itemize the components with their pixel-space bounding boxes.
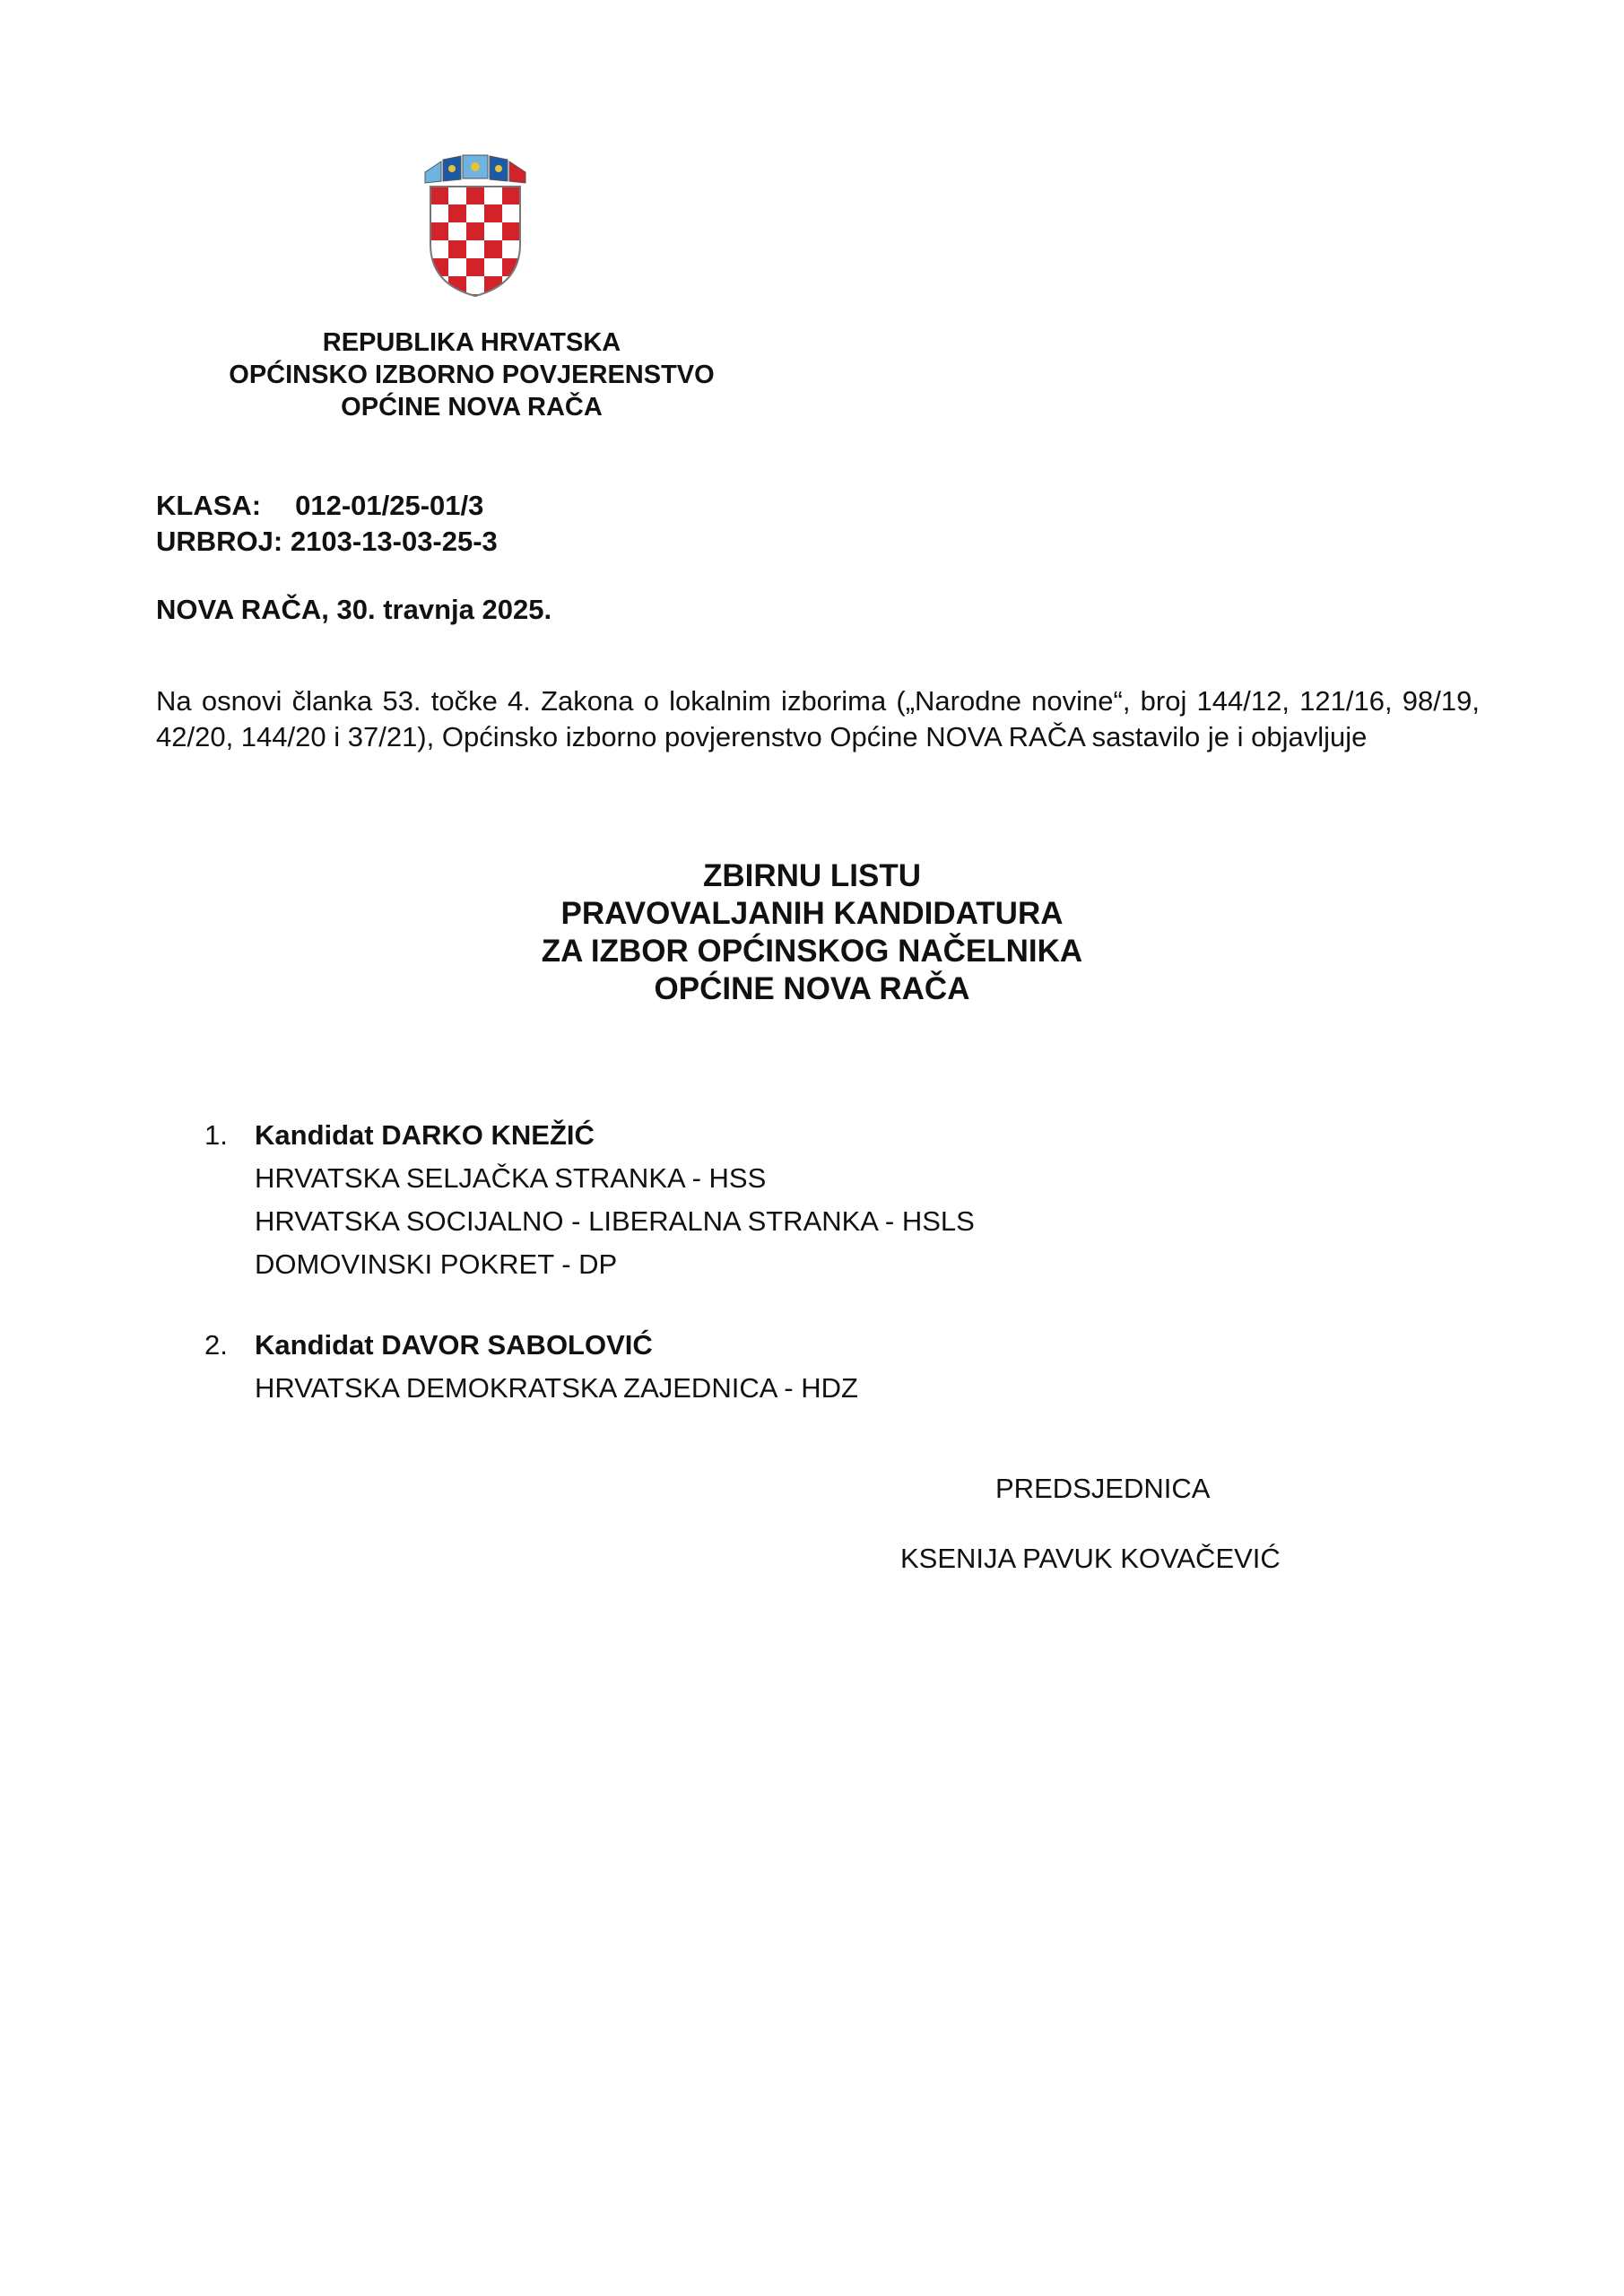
place-date-line [156, 592, 551, 628]
doc-title-line2: PRAVOVALJANIH KANDIDATURA [560, 896, 1064, 931]
urbroj-label: URBROJ: [156, 526, 283, 557]
shield-square [502, 222, 520, 240]
shield-square [484, 204, 502, 222]
shield-square [448, 187, 466, 204]
date: , 30. travnja 2025. [321, 594, 552, 625]
klasa-line [156, 488, 483, 524]
urbroj-value: 2103-13-03-25-3 [290, 526, 498, 557]
signature-title: PREDSJEDNICA [995, 1473, 1211, 1504]
header-commission: OPĆINSKO IZBORNO POVJERENSTVO [229, 361, 715, 389]
shield-square [502, 294, 520, 298]
candidate-party: DOMOVINSKI POKRET - DP [255, 1248, 618, 1280]
shield-square [502, 240, 520, 258]
signature-name: KSENIJA PAVUK KOVAČEVIĆ [900, 1543, 1281, 1574]
shield-square [484, 240, 502, 258]
shield-square [448, 294, 466, 298]
candidate-party: HRVATSKA DEMOKRATSKA ZAJEDNICA - HDZ [255, 1372, 858, 1404]
shield-square [466, 258, 484, 276]
place: NOVA RAČA [156, 594, 322, 625]
shield-square [484, 258, 502, 276]
klasa-label: KLASA: [156, 490, 262, 521]
doc-title-line4: OPĆINE NOVA RAČA [654, 971, 970, 1006]
shield-square [430, 204, 448, 222]
shield-square [466, 222, 484, 240]
shield-square [484, 187, 502, 204]
shield-square [466, 187, 484, 204]
candidate-name: Kandidat DARKO KNEŽIĆ [255, 1119, 595, 1151]
candidate-name: Kandidat DAVOR SABOLOVIĆ [255, 1329, 653, 1361]
shield-square [430, 187, 448, 204]
header-municipality: OPĆINE NOVA RAČA [341, 393, 603, 422]
shield-square [430, 294, 448, 298]
checkerboard-shield [430, 187, 520, 298]
shield-square [430, 240, 448, 258]
intro-paragraph: Na osnovi članka 53. točke 4. Zakona o lokalnim izborima („Narodne novine“, broj 144/12, 121/16, 98/19, 42/20, 144/20 i 37/21), Općinsko izborno povjerenstvo Općine NOVA RAČA sastavilo je i objavljuje [156, 685, 1480, 752]
candidate-number: 2. [204, 1329, 228, 1361]
shield-square [430, 222, 448, 240]
shield-square [466, 240, 484, 258]
klasa-value: 012-01/25-01/3 [295, 490, 484, 521]
coat-of-arms-icon [420, 154, 531, 298]
shield-square [448, 240, 466, 258]
candidate-party: HRVATSKA SOCIJALNO - LIBERALNA STRANKA - HSLS [255, 1205, 975, 1237]
shield-square [448, 258, 466, 276]
shield-square [502, 204, 520, 222]
urbroj-line [156, 524, 498, 560]
doc-title-line1: ZBIRNU LISTU [702, 858, 922, 893]
candidate-party: HRVATSKA SELJAČKA STRANKA - HSS [255, 1162, 767, 1194]
shield-square [484, 294, 502, 298]
shield-square [502, 187, 520, 204]
shield-square [466, 276, 484, 294]
shield-square [484, 222, 502, 240]
shield-square [466, 204, 484, 222]
crown [425, 155, 525, 183]
shield-square [502, 276, 520, 294]
shield-square [448, 222, 466, 240]
header-republic: REPUBLIKA HRVATSKA [322, 328, 621, 357]
doc-title-line3: ZA IZBOR OPĆINSKOG NAČELNIKA [541, 934, 1083, 969]
candidate-number: 1. [204, 1119, 228, 1151]
shield-square [430, 276, 448, 294]
shield-square [448, 204, 466, 222]
